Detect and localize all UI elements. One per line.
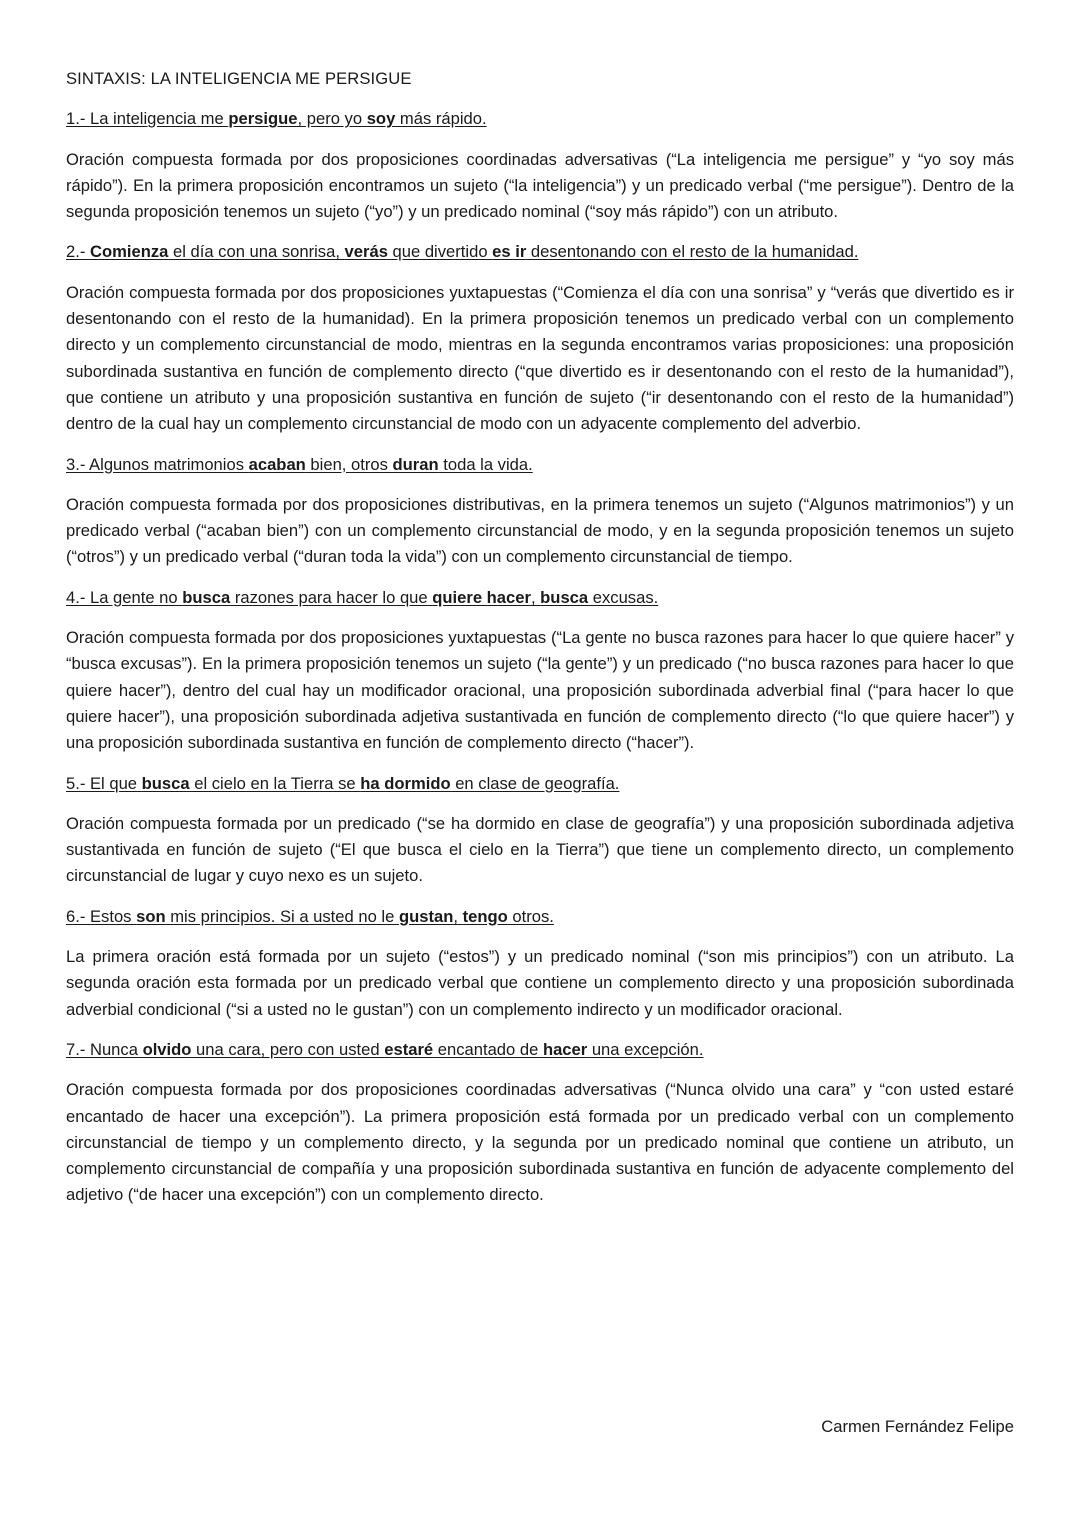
example-sentence — [66, 585, 1014, 611]
sentence-verb: busca — [182, 587, 231, 607]
sentence-text: , — [453, 906, 463, 926]
sentence-verb: acaban — [248, 454, 306, 474]
sentence-text: 4.- La gente no — [66, 587, 183, 607]
sentence-verb: olvido — [142, 1039, 192, 1059]
sentence-text: excusas. — [588, 587, 659, 607]
sentence-text: el cielo en la Tierra se — [189, 773, 361, 793]
sentence-analysis: Oración compuesta formada por dos proposiciones yuxtapuestas (“Comienza el día con una sonrisa” y “verás que divertido es ir desentonando con el resto de la humanidad). En la primera proposición tenemos un predicado verbal con un complemento directo y un complemento circunstancial de modo, mientras en la segunda encontramos varias proposiciones: una proposición subordinada sustantiva en función de complemento directo (“que divertido es ir desentonando con el resto de la humanidad”), que contiene un atributo y una proposición sustantiva en función de sujeto (“ir desentonando con el resto de la humanidad”) dentro de la cual hay un complemento circunstancial de modo con un adyacente complemento del adverbio. — [66, 282, 1014, 434]
sentence-verb: es ir — [492, 242, 527, 262]
exercise-item-1 — [66, 106, 1014, 225]
sentence-verb: busca — [141, 773, 190, 793]
sentence-verb: tengo — [462, 906, 508, 926]
sentence-text: 2.- — [66, 242, 90, 262]
sentence-analysis: Oración compuesta formada por dos proposiciones distributivas, en la primera tenemos un sujeto (“Algunos matrimonios”) y un predicado verbal (“acaban bien”) con un complemento circunstancial de modo, y en la segunda proposición tenemos un sujeto (“otros”) y un predicado verbal (“duran toda la vida”) con un complemento circunstancial de tiempo. — [66, 494, 1014, 567]
sentence-verb: busca — [540, 587, 589, 607]
sentence-text: 1.- La inteligencia me — [66, 109, 229, 129]
sentence-text: una cara, pero con usted — [191, 1039, 385, 1059]
sentence-text: bien, otros — [305, 454, 393, 474]
sentence-text: 7.- Nunca — [66, 1039, 143, 1059]
sentence-verb: duran — [392, 454, 439, 474]
sentence-text: toda la vida. — [438, 454, 533, 474]
sentence-verb: soy — [366, 109, 396, 129]
sentence-analysis: Oración compuesta formada por dos proposiciones coordinadas adversativas (“Nunca olvido una cara” y “con usted estaré encantado de hacer una excepción”). La primera proposición está formada por un predicado verbal con un complemento circunstancial de tiempo y un complemento directo, y la segunda por un predicado nominal que contiene un atributo, un complemento circunstancial de compañía y una proposición subordinada sustantiva en función de adyacente complemento del adjetivo (“de hacer una excepción”) con un complemento directo. — [66, 1080, 1014, 1205]
sentence-text: 5.- El que — [66, 773, 142, 793]
exercise-item-7 — [66, 1037, 1014, 1209]
exercise-item-4 — [66, 585, 1014, 757]
example-sentence — [66, 452, 1014, 478]
sentence-analysis: Oración compuesta formada por dos proposiciones coordinadas adversativas (“La inteligencia me persigue” y “yo soy más rápido”). En la primera proposición encontramos un sujeto (“la inteligencia”) y un predicado verbal (“me persigue”). Dentro de la segunda proposición tenemos un sujeto (“yo”) y un predicado nominal (“soy más rápido”) con un atributo. — [66, 149, 1014, 222]
sentence-verb: gustan — [398, 906, 454, 926]
sentence-text: desentonando con el resto de la humanidad. — [526, 242, 859, 262]
sentence-text: en clase de geografía. — [450, 773, 620, 793]
sentence-text: que divertido — [387, 242, 493, 262]
example-sentence — [66, 239, 1014, 265]
exercise-item-5 — [66, 771, 1014, 890]
sentence-analysis: La primera oración está formada por un sujeto (“estos”) y un predicado nominal (“son mis principios”) con un atributo. La segunda oración esta formada por un predicado verbal que contiene un complemento directo y una proposición subordinada adverbial condicional (“si a usted no le gustan”) con un complemento indirecto y un modificador oracional. — [66, 947, 1014, 1019]
sentence-text: , — [530, 587, 541, 607]
sentence-text: más rápido. — [395, 109, 487, 129]
sentence-verb: persigue — [228, 109, 298, 129]
sentence-analysis: Oración compuesta formada por un predicado (“se ha dormido en clase de geografía”) y una proposición subordinada adjetiva sustantivada en función de sujeto (“El que busca el cielo en la Tierra”) que tiene un complemento directo, un complemento circunstancial de lugar y cuyo nexo es un sujeto. — [66, 813, 1014, 886]
sentence-text: encantado de — [433, 1039, 543, 1059]
example-sentence — [66, 771, 1014, 797]
document-body — [66, 66, 1014, 1223]
example-sentence — [66, 904, 1014, 930]
sentence-analysis: Oración compuesta formada por dos proposiciones yuxtapuestas (“La gente no busca razones para hacer lo que quiere hacer” y “busca excusas”). En la primera proposición tenemos un sujeto (“la gente”) y un predicado (“no busca razones para hacer lo que quiere hacer”), dentro del cual hay un modificador oracional, una proposición subordinada adverbial final (“para hacer lo que quiere hacer”), una proposición subordinada adjetiva sustantivada en función de complemento directo (“lo que quiere hacer”) y una proposición subordinada sustantiva en función de complemento directo (“hacer”). — [66, 628, 1014, 753]
exercise-item-6 — [66, 904, 1014, 1023]
sentence-text: , pero yo — [297, 109, 367, 129]
sentence-text: 3.- Algunos matrimonios — [66, 454, 249, 474]
sentence-verb: son — [136, 906, 166, 926]
sentence-verb: Comienza — [89, 242, 169, 262]
sentence-verb: estaré — [384, 1039, 434, 1059]
sentence-text: mis principios. Si a usted no le — [165, 906, 399, 926]
sentence-text: una excepción. — [587, 1039, 704, 1059]
sentence-text: razones para hacer lo que — [230, 587, 433, 607]
exercise-item-2 — [66, 239, 1014, 437]
sentence-verb: verás — [344, 242, 388, 262]
example-sentence — [66, 106, 1014, 132]
exercise-item-3 — [66, 452, 1014, 571]
sentence-verb: ha dormido — [360, 773, 451, 793]
sentence-verb: hacer — [542, 1039, 588, 1059]
sentence-text: otros. — [507, 906, 554, 926]
example-sentence — [66, 1037, 1014, 1063]
sentence-text: 6.- Estos — [66, 906, 137, 926]
document-title: SINTAXIS: LA INTELIGENCIA ME PERSIGUE — [66, 69, 412, 88]
sentence-verb: quiere hacer — [432, 587, 531, 607]
author-signature: Carmen Fernández Felipe — [821, 1417, 1014, 1436]
sentence-text: el día con una sonrisa, — [168, 242, 345, 262]
